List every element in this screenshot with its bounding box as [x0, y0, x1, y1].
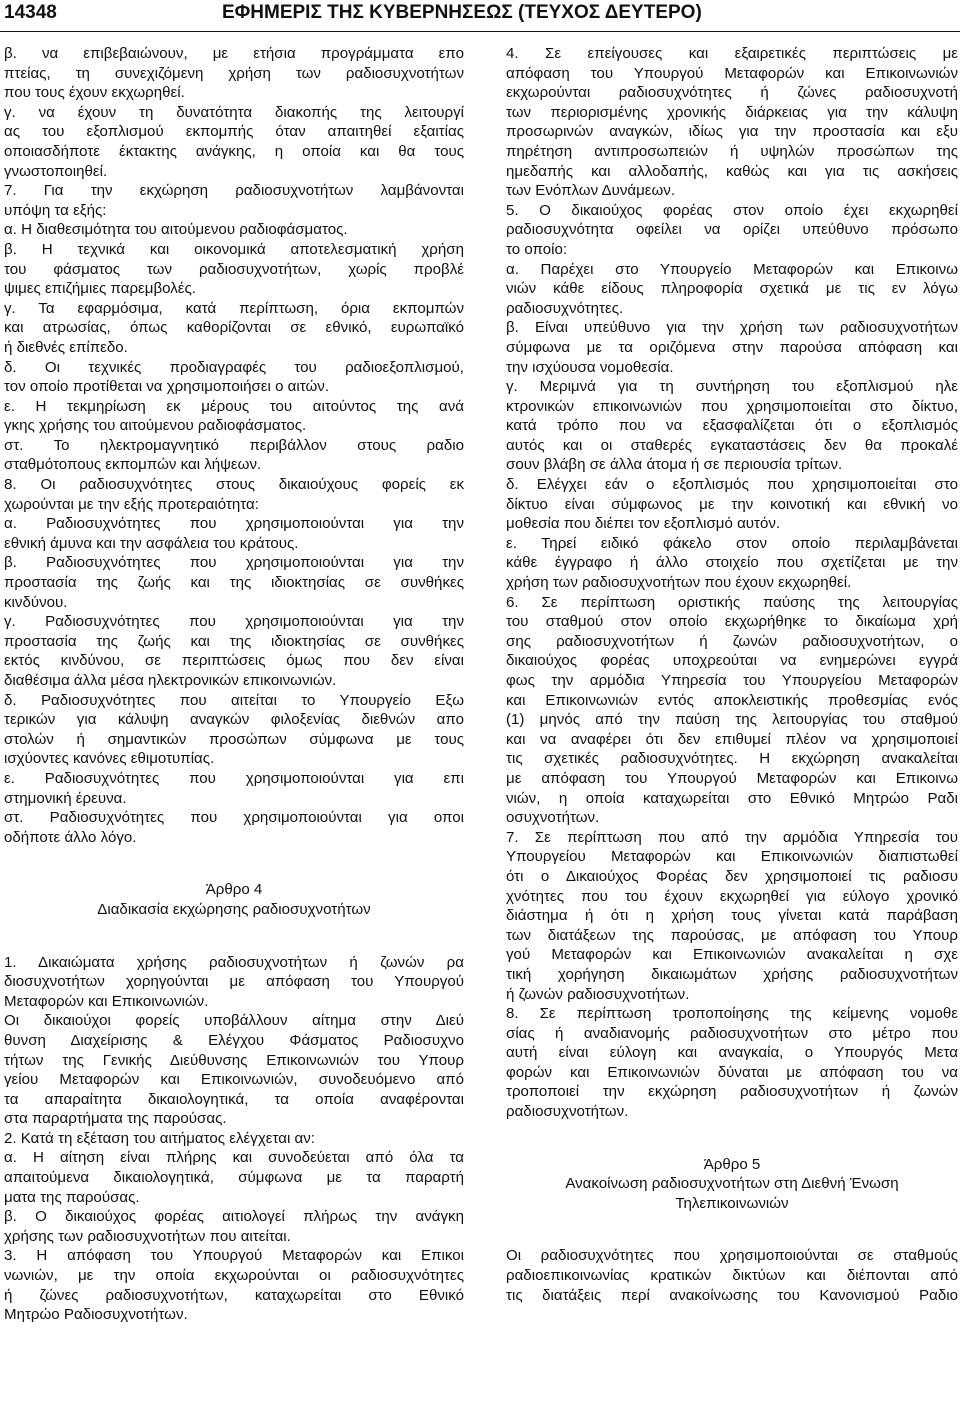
- text-line: νωνιών, με την οποία εκχωρούνται οι ραδιοσυχνότητες: [4, 1267, 464, 1285]
- text-line: αυτή είναι εύλογη και αναγκαία, ο Υπουργός Μετα: [506, 1044, 958, 1062]
- text-line: των διατάξεων της παρούσας, με απόφαση του Υπουρ: [506, 926, 958, 944]
- page-number: 14348: [4, 2, 57, 23]
- article-heading-line: Άρθρο 4: [205, 881, 263, 899]
- text-line: σουν βλάβη σε άλλα άτομα ή σε περιουσία τρίτων.: [506, 456, 843, 474]
- text-line: των Ενόπλων Δυνάμεων.: [506, 182, 676, 200]
- text-line: β. Είναι υπεύθυνο για την χρήση των ραδιοσυχνοτήτων: [506, 319, 958, 337]
- text-line: απαιτούμενα δικαιολογητικά, σύμφωνα με τα παραρτή: [4, 1169, 464, 1187]
- text-line: πηρέτηση αντιπροσωπειών ή υψηλών προσώπων της: [506, 142, 958, 160]
- text-line: 8. Οι ραδιοσυχνότητες στους δικαιούχους φορείς εκ: [4, 476, 464, 494]
- text-line: οσυχνοτήτων.: [506, 809, 600, 827]
- text-line: με απόφαση του Υπουργού Μεταφορών και Επικοινω: [506, 769, 958, 787]
- text-line: ραδιοσυχνότητα οφείλει να ορίζει υπεύθυνο πρόσωπο: [506, 221, 958, 239]
- text-line: 4. Σε επείγουσες και εξαιρετικές περιπτώσεις με: [506, 45, 958, 62]
- article-heading-line: Τηλεπικοινωνιών: [675, 1194, 789, 1212]
- text-line: σης ραδιοσυχνοτήτων ή ζωνών ραδιοσυχνοτήτων, ο: [506, 632, 958, 650]
- text-line: α. Η αίτηση είναι πλήρης και συνοδεύεται από όλα τα: [4, 1149, 464, 1167]
- text-line: εκτός κινδύνου, σε περιπτώσεις όμως που δεν είναι: [4, 652, 464, 670]
- text-line: προστασία της ζωής και της ιδιοκτησίας σε συνθήκες: [4, 574, 464, 592]
- text-line: ας του εξοπλισμού εκπομπής όταν απαιτηθεί εξαιτίας: [4, 123, 464, 141]
- text-line: προσωρινών αναγκών, ιδίως για την προστασία και εξυ: [506, 123, 958, 141]
- text-line: Οι δικαιούχοι φορείς υποβάλλουν αίτημα στην Διεύ: [4, 1012, 464, 1030]
- text-line: του σταθμού στον οποίο εκχωρήθηκε το δικαίωμα χρή: [506, 613, 958, 631]
- text-line: ραδιοσυχνότητες.: [506, 299, 624, 317]
- text-line: τική χορήγηση δικαιωμάτων χρήσης ραδιοσυχνοτήτων: [506, 965, 958, 983]
- text-line: β. Η τεχνικά και οικονομικά αποτελεσματική χρήση: [4, 240, 464, 258]
- text-line: δ. Ελέγχει εάν ο εξοπλισμός που χρησιμοποιείται στο: [506, 476, 958, 494]
- text-line: α. Ραδιοσυχνότητες που χρησιμοποιούνται για την: [4, 515, 464, 533]
- text-line: 6. Σε περίπτωση οριστικής παύσης της λειτουργίας: [506, 593, 958, 611]
- text-line: κατά τρόπο που να εξασφαλίζεται ότι ο εξοπλισμός: [506, 417, 958, 435]
- text-line: ισχύοντες κανόνες εθιμοτυπίας.: [4, 750, 215, 768]
- text-line: γνωστοποιηθεί.: [4, 162, 108, 180]
- text-line: και ατρωσίας, όπως καθορίζονται σε εθνικό, ευρωπαϊκό: [4, 319, 464, 337]
- text-line: τις σχετικές ραδιοσυχνότητες. Η εκχώρηση ανακαλείται: [506, 750, 958, 768]
- text-line: ε. Η τεκμηρίωση εκ μέρους του αιτούντος της ανά: [4, 397, 464, 415]
- text-line: στημονική έρευνα.: [4, 789, 127, 807]
- text-line: σταθμότοπους εκπομπών και λήψεων.: [4, 456, 262, 474]
- text-line: μοθεσία που διέπει τον εξοπλισμό αυτόν.: [506, 515, 781, 533]
- text-line: Μεταφορών και Επικοινωνιών.: [4, 992, 209, 1010]
- running-title: ΕΦΗΜΕΡΙΣ ΤΗΣ ΚΥΒΕΡΝΗΣΕΩΣ (ΤΕΥΧΟΣ ΔΕΥΤΕΡΟ): [222, 2, 702, 23]
- text-line: (1) μηνός από την παύση της λειτουργίας του σταθμού: [506, 711, 958, 729]
- text-line: προστασία της ζωής και της ιδιοκτησίας σε συνθήκες: [4, 632, 464, 650]
- text-line: κάθε έγγραφο ή άλλο στοιχείο που σχετίζεται με την: [506, 554, 958, 572]
- header-rule: [0, 31, 960, 32]
- page-header: [0, 0, 960, 30]
- text-line: 3. Η απόφαση του Υπουργού Μεταφορών και Επικοι: [4, 1247, 464, 1265]
- text-line: και Επικοινωνιών εντός αποκλειστικής προθεσμίας ενός: [506, 691, 958, 709]
- text-line: στα παραρτήματα της παρούσας.: [4, 1110, 227, 1128]
- text-line: τα απαραίτητα δικαιολογητικά, τα οποία αναφέρονται: [4, 1090, 464, 1108]
- text-line: ή ζώνες ραδιοσυχνοτήτων, καταχωρείται στο Εθνικό: [4, 1286, 464, 1304]
- text-line: τερικών για κάλυψη αναγκών φιλοξενίας διεθνών απο: [4, 711, 464, 729]
- text-line: διαθέσιμα άλλα μέσα ηλεκτρονικών επικοινωνιών.: [4, 672, 337, 689]
- text-line: δ. Ραδιοσυχνότητες που αιτείται το Υπουργείο Εξω: [4, 691, 464, 709]
- text-line: δικαιούχος φορέας υποχρεούται να ενημερώνει εγγρά: [506, 652, 958, 670]
- text-line: ή διεθνές επίπεδο.: [4, 338, 128, 356]
- paragraph-gap: [506, 1122, 958, 1155]
- text-line: νιών, η οποία καταχωρείται στο Εθνικό Μητρώο Ραδι: [506, 789, 958, 807]
- text-line: την ισχύουσα νομοθεσία.: [506, 358, 674, 376]
- text-line: θυνση Διαχείρισης & Ελέγχου Φάσματος Ραδιοσυχνο: [4, 1031, 464, 1049]
- text-line: διάστημα ή ότι η χρήση τους γίνεται κατά παράβαση: [506, 907, 958, 925]
- text-line: αυτός και οι σταθερές εγκαταστάσεις δεν θα προκαλέ: [506, 436, 958, 454]
- text-line: χωρούνται με την εξής προτεραιότητα:: [4, 495, 259, 513]
- text-line: α. Παρέχει στο Υπουργείο Μεταφορών και Επικοινω: [506, 260, 958, 278]
- text-line: στ. Ραδιοσυχνότητες που χρησιμοποιούνται για οποι: [4, 809, 464, 827]
- text-line: 2. Κατά τη εξέταση του αιτήματος ελέγχεται αν:: [4, 1129, 315, 1147]
- text-line: ραδιοεπικοινωνίας κρατικών δικτύων και διέπονται από: [506, 1267, 958, 1285]
- text-line: και να αναφέρει ότι δεν επιθυμεί πλέον να χρησιμοποιεί: [506, 730, 958, 748]
- article-heading-line: Ανακοίνωση ραδιοσυχνοτήτων στη Διεθνή Ένωση: [565, 1175, 899, 1193]
- text-line: 7. Σε περίπτωση που από την αρμόδια Υπηρεσία του: [506, 828, 958, 846]
- right-column: [506, 44, 958, 1305]
- text-line: χρήση των ραδιοσυχνοτήτων που έχουν εκχωρηθεί.: [506, 574, 852, 592]
- text-line: εκχωρούνται ραδιοσυχνότητες ή ζώνες ραδιοσυχνοτή: [506, 84, 958, 102]
- text-line: απόφαση του Υπουργού Μεταφορών και Επικοινωνιών: [506, 64, 958, 82]
- text-line: του φάσματος των ραδιοσυχνοτήτων, χωρίς προβλέ: [4, 260, 464, 278]
- text-line: το οποίο:: [506, 240, 568, 258]
- text-line: στ. Το ηλεκτρομαγνητικό περιβάλλον στους ραδιο: [4, 436, 464, 454]
- text-line: πτείας, τη συνεχιζόμενη χρήση των ραδιοσυχνοτήτων: [4, 64, 464, 82]
- text-line: τήτων της Γενικής Διεύθυνσης Επικοινωνιών του Υπουρ: [4, 1051, 464, 1069]
- text-line: Υπουργείου Μεταφορών και Επικοινωνιών διαπιστωθεί: [506, 848, 958, 866]
- text-line: διοσυχνοτήτων χορηγούνται με απόφαση του Υπουργού: [4, 973, 464, 991]
- text-line: 8. Σε περίπτωση τροποποίησης της κείμενης νομοθε: [506, 1005, 958, 1023]
- text-line: ημεδαπής και αλλοδαπής, καθώς και για τις ασκήσεις: [506, 162, 958, 180]
- text-line: κτρονικών επικοινωνιών που χρησιμοποιείται στο δίκτυο,: [506, 397, 958, 415]
- paragraph-gap: [4, 920, 464, 953]
- text-line: ματα της παρούσας.: [4, 1188, 140, 1206]
- text-line: ή ζωνών ραδιοσυχνοτήτων.: [506, 985, 690, 1003]
- text-line: ε. Τηρεί ειδικό φάκελο στον οποίο περιλαμβάνεται: [506, 534, 958, 552]
- text-line: γκης χρήσης του αιτούμενου ραδιοφάσματος.: [4, 417, 307, 435]
- text-line: ε. Ραδιοσυχνότητες που χρησιμοποιούνται για επι: [4, 769, 464, 787]
- text-line: δ. Οι τεχνικές προδιαγραφές του ραδιοεξοπλισμού,: [4, 358, 464, 376]
- text-line: σύμφωνα με τα οριζόμενα στην παρούσα απόφαση και: [506, 338, 958, 356]
- paragraph-gap: [4, 847, 464, 880]
- text-line: φορών και Επικοινωνιών δύναται με απόφαση του να: [506, 1063, 958, 1081]
- left-column: [4, 44, 464, 1325]
- text-line: Μητρώο Ραδιοσυχνοτήτων.: [4, 1306, 188, 1324]
- text-line: κινδύνου.: [4, 593, 68, 611]
- text-line: β. να επιβεβαιώνουν, με ετήσια προγράμματα επο: [4, 45, 464, 62]
- text-line: β. Ραδιοσυχνότητες που χρησιμοποιούνται για την: [4, 554, 464, 572]
- article-heading-line: Διαδικασία εκχώρησης ραδιοσυχνοτήτων: [97, 900, 371, 918]
- text-line: νιών κάθε είδους πληροφορία σχετικά με τις εν λόγω: [506, 280, 958, 298]
- text-line: ότι ο Δικαιούχος Φορέας δεν χρησιμοποιεί τις ραδιοσυ: [506, 867, 958, 885]
- text-line: που τους έχουν εκχωρηθεί.: [4, 84, 185, 102]
- text-line: τροποποιεί την εκχώρηση ραδιοσυχνοτήτων ή ζωνών: [506, 1083, 958, 1101]
- text-line: δίκτυο είναι σύμφωνος με την κοινοτική και εθνική νο: [506, 495, 958, 513]
- text-line: σίας ή αναδιανομής ραδιοσυχνοτήτων στο μέτρο που: [506, 1024, 958, 1042]
- text-line: γού Μεταφορών και Επικοινωνιών ανακαλείται η σχε: [506, 946, 958, 964]
- text-line: β. Ο δικαιούχος φορέας αιτιολογεί πλήρως την ανάγκη: [4, 1208, 464, 1226]
- text-line: α. Η διαθεσιμότητα του αιτούμενου ραδιοφάσματος.: [4, 221, 348, 239]
- text-line: γ. Ραδιοσυχνότητες που χρησιμοποιούνται για την: [4, 613, 464, 631]
- text-line: τις διατάξεις περί ανακοίνωσης του Κανονισμού Ραδιο: [506, 1286, 958, 1304]
- text-line: χρήσης των ραδιοσυχνοτήτων που αιτείται.: [4, 1227, 291, 1245]
- text-line: υπόψη τα εξής:: [4, 201, 107, 219]
- text-line: 5. Ο δικαιούχος φορέας στον οποίο έχει εκχωρηθεί: [506, 201, 958, 219]
- text-line: 7. Για την εκχώρηση ραδιοσυχνοτήτων λαμβάνονται: [4, 182, 464, 200]
- text-line: των περιορισμένης χρονικής διάρκειας για την κάλυψη: [506, 103, 958, 121]
- text-line: τον οποίο προτίθεται να χρησιμοποιήσει ο αιτών.: [4, 378, 330, 396]
- text-line: χνότητες που του έχουν εκχωρηθεί για εύλογο χρονικό: [506, 887, 958, 905]
- text-line: γείου Μεταφορών και Επικοινωνιών, συνοδευόμενο από: [4, 1071, 464, 1089]
- text-line: οποιασδήποτε έκτακτης ανάγκης, η οποία και θα τους: [4, 142, 464, 160]
- text-line: γ. Τα εφαρμόσιμα, κατά περίπτωση, όρια εκπομπών: [4, 299, 464, 317]
- text-line: ψιμες επιζήμιες παρεμβολές.: [4, 280, 196, 298]
- text-line: ραδιοσυχνοτήτων.: [506, 1103, 629, 1121]
- text-line: εθνική άμυνα και την ασφάλεια του κράτους.: [4, 534, 299, 552]
- text-line: γ. Μεριμνά για τη συντήρηση του εξοπλισμού ηλε: [506, 378, 958, 396]
- text-line: φως την αρμόδια Υπηρεσία του Υπουργείου Μεταφορών: [506, 672, 958, 689]
- text-line: στολών ή σημαντικών προσώπων σύμφωνα με τους: [4, 730, 464, 748]
- text-line: γ. να έχουν τη δυνατότητα διακοπής της λειτουργί: [4, 103, 464, 121]
- text-line: 1. Δικαιώματα χρήσης ραδιοσυχνοτήτων ή ζωνών ρα: [4, 953, 464, 971]
- text-line: οδήποτε άλλο λόγο.: [4, 828, 137, 846]
- text-line: Οι ραδιοσυχνότητες που χρησιμοποιούνται σε σταθμούς: [506, 1247, 958, 1265]
- article-heading-line: Άρθρο 5: [703, 1155, 761, 1173]
- paragraph-gap: [506, 1213, 958, 1246]
